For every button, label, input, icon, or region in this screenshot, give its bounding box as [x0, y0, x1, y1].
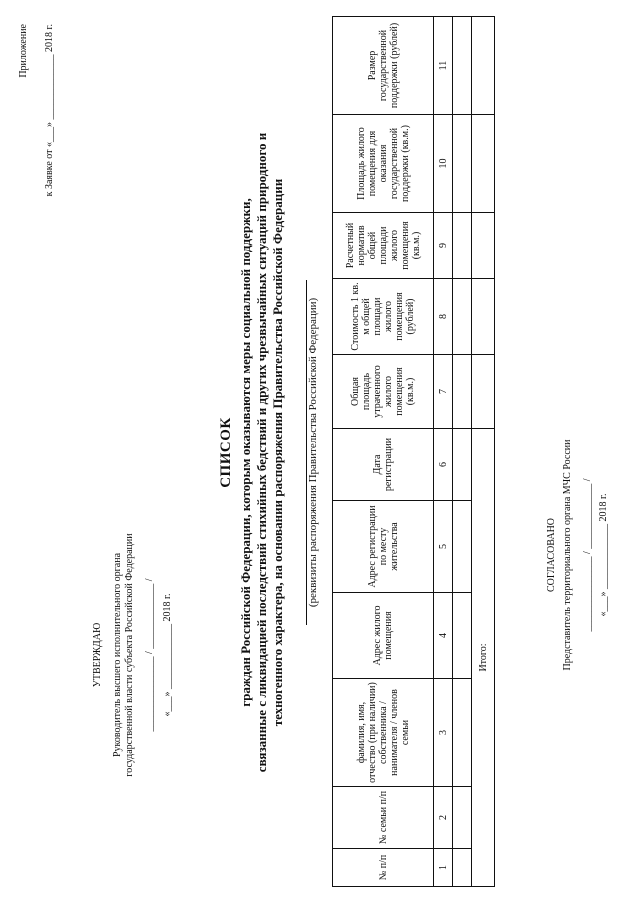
agreed-block	[546, 405, 610, 705]
requisites-block	[306, 280, 319, 625]
total-cell	[472, 279, 495, 355]
agreed-line1: Представитель территориального органа МЧС России	[562, 439, 573, 671]
col-header-6: Дата регистрации	[333, 429, 434, 501]
recipients-table	[332, 16, 495, 887]
approve-sign: _______________ / _____________ /	[144, 578, 155, 732]
appendix-line: к Заявке от «___» _____________ 2018 г.	[44, 24, 55, 197]
col-number: 11	[434, 17, 453, 115]
approve-date: «___» _____________ 2018 г.	[162, 593, 173, 717]
table-cell	[453, 501, 472, 593]
col-header-10: Площадь жилого помещения для оказания государственной поддержки (кв.м.)	[333, 115, 434, 213]
agreed-date: «___» _____________ 2018 г.	[598, 493, 609, 617]
total-cell	[472, 17, 495, 115]
table-cell	[453, 355, 472, 429]
approve-line1: Руководитель высшего исполнительного органа	[112, 552, 123, 758]
total-cell	[472, 115, 495, 213]
col-number: 7	[434, 355, 453, 429]
col-header-5: Адрес регистрации по месту жительства	[333, 501, 434, 593]
table-cell	[453, 787, 472, 849]
table-cell	[453, 429, 472, 501]
approve-title: УТВЕРЖДАЮ	[92, 622, 103, 688]
col-header-4: Адрес жилого помещения	[333, 593, 434, 679]
heading-line-1: граждан Российской Федерации, которым оказываются меры социальной поддержки,	[238, 198, 253, 707]
table-cell	[453, 849, 472, 887]
heading-line-3: техногенного характера, на основании распоряжения Правительства Российской Федерации	[270, 178, 285, 727]
col-header-9: Расчетный норматив общей площади жилого помещения (кв.м.)	[333, 213, 434, 279]
agreed-title: СОГЛАСОВАНО	[546, 517, 557, 593]
col-header-3: фамилия, имя, отчество (при наличии) собственника / нанимателя / членов семьи	[333, 679, 434, 787]
table-cell	[453, 679, 472, 787]
table-cell	[453, 115, 472, 213]
approve-block	[92, 495, 174, 815]
col-number: 6	[434, 429, 453, 501]
col-number: 10	[434, 115, 453, 213]
list-title: СПИСОК	[218, 417, 234, 488]
col-header-2: № семьи п/п	[333, 787, 434, 849]
table-cell	[453, 17, 472, 115]
col-number: 4	[434, 593, 453, 679]
appendix-title: Приложение	[18, 24, 29, 78]
table-row	[453, 17, 472, 887]
agreed-sign: _______________ / _____________ /	[582, 478, 593, 632]
col-number: 3	[434, 679, 453, 787]
column-numbers-row	[434, 17, 453, 887]
table-cell	[453, 279, 472, 355]
col-number: 1	[434, 849, 453, 887]
total-row	[472, 17, 495, 887]
col-header-8: Стоимость 1 кв. м общей площади жилого помещения (рублей)	[333, 279, 434, 355]
approve-line2: государственной власти субъекта Российской Федерации	[124, 533, 135, 777]
col-header-7: Общая площадь утраченного жилого помещения (кв.м.)	[333, 355, 434, 429]
col-number: 5	[434, 501, 453, 593]
list-heading	[238, 0, 286, 905]
appendix-block	[18, 24, 56, 284]
table-cell	[453, 593, 472, 679]
requisites-caption: (реквизиты распоряжения Правительства Российской Федерации)	[307, 297, 319, 608]
col-number: 9	[434, 213, 453, 279]
col-number: 2	[434, 787, 453, 849]
col-number: 8	[434, 279, 453, 355]
table-cell	[453, 213, 472, 279]
total-label: Итого:	[472, 429, 495, 887]
heading-line-2: связанные с ликвидацией последствий стихийных бедствий и других чрезвычайных ситуаций природного и	[254, 132, 269, 773]
total-cell	[472, 213, 495, 279]
total-cell	[472, 355, 495, 429]
col-header-1: № п/п	[333, 849, 434, 887]
col-header-11: Размер государственной поддержки (рублей)	[333, 17, 434, 115]
